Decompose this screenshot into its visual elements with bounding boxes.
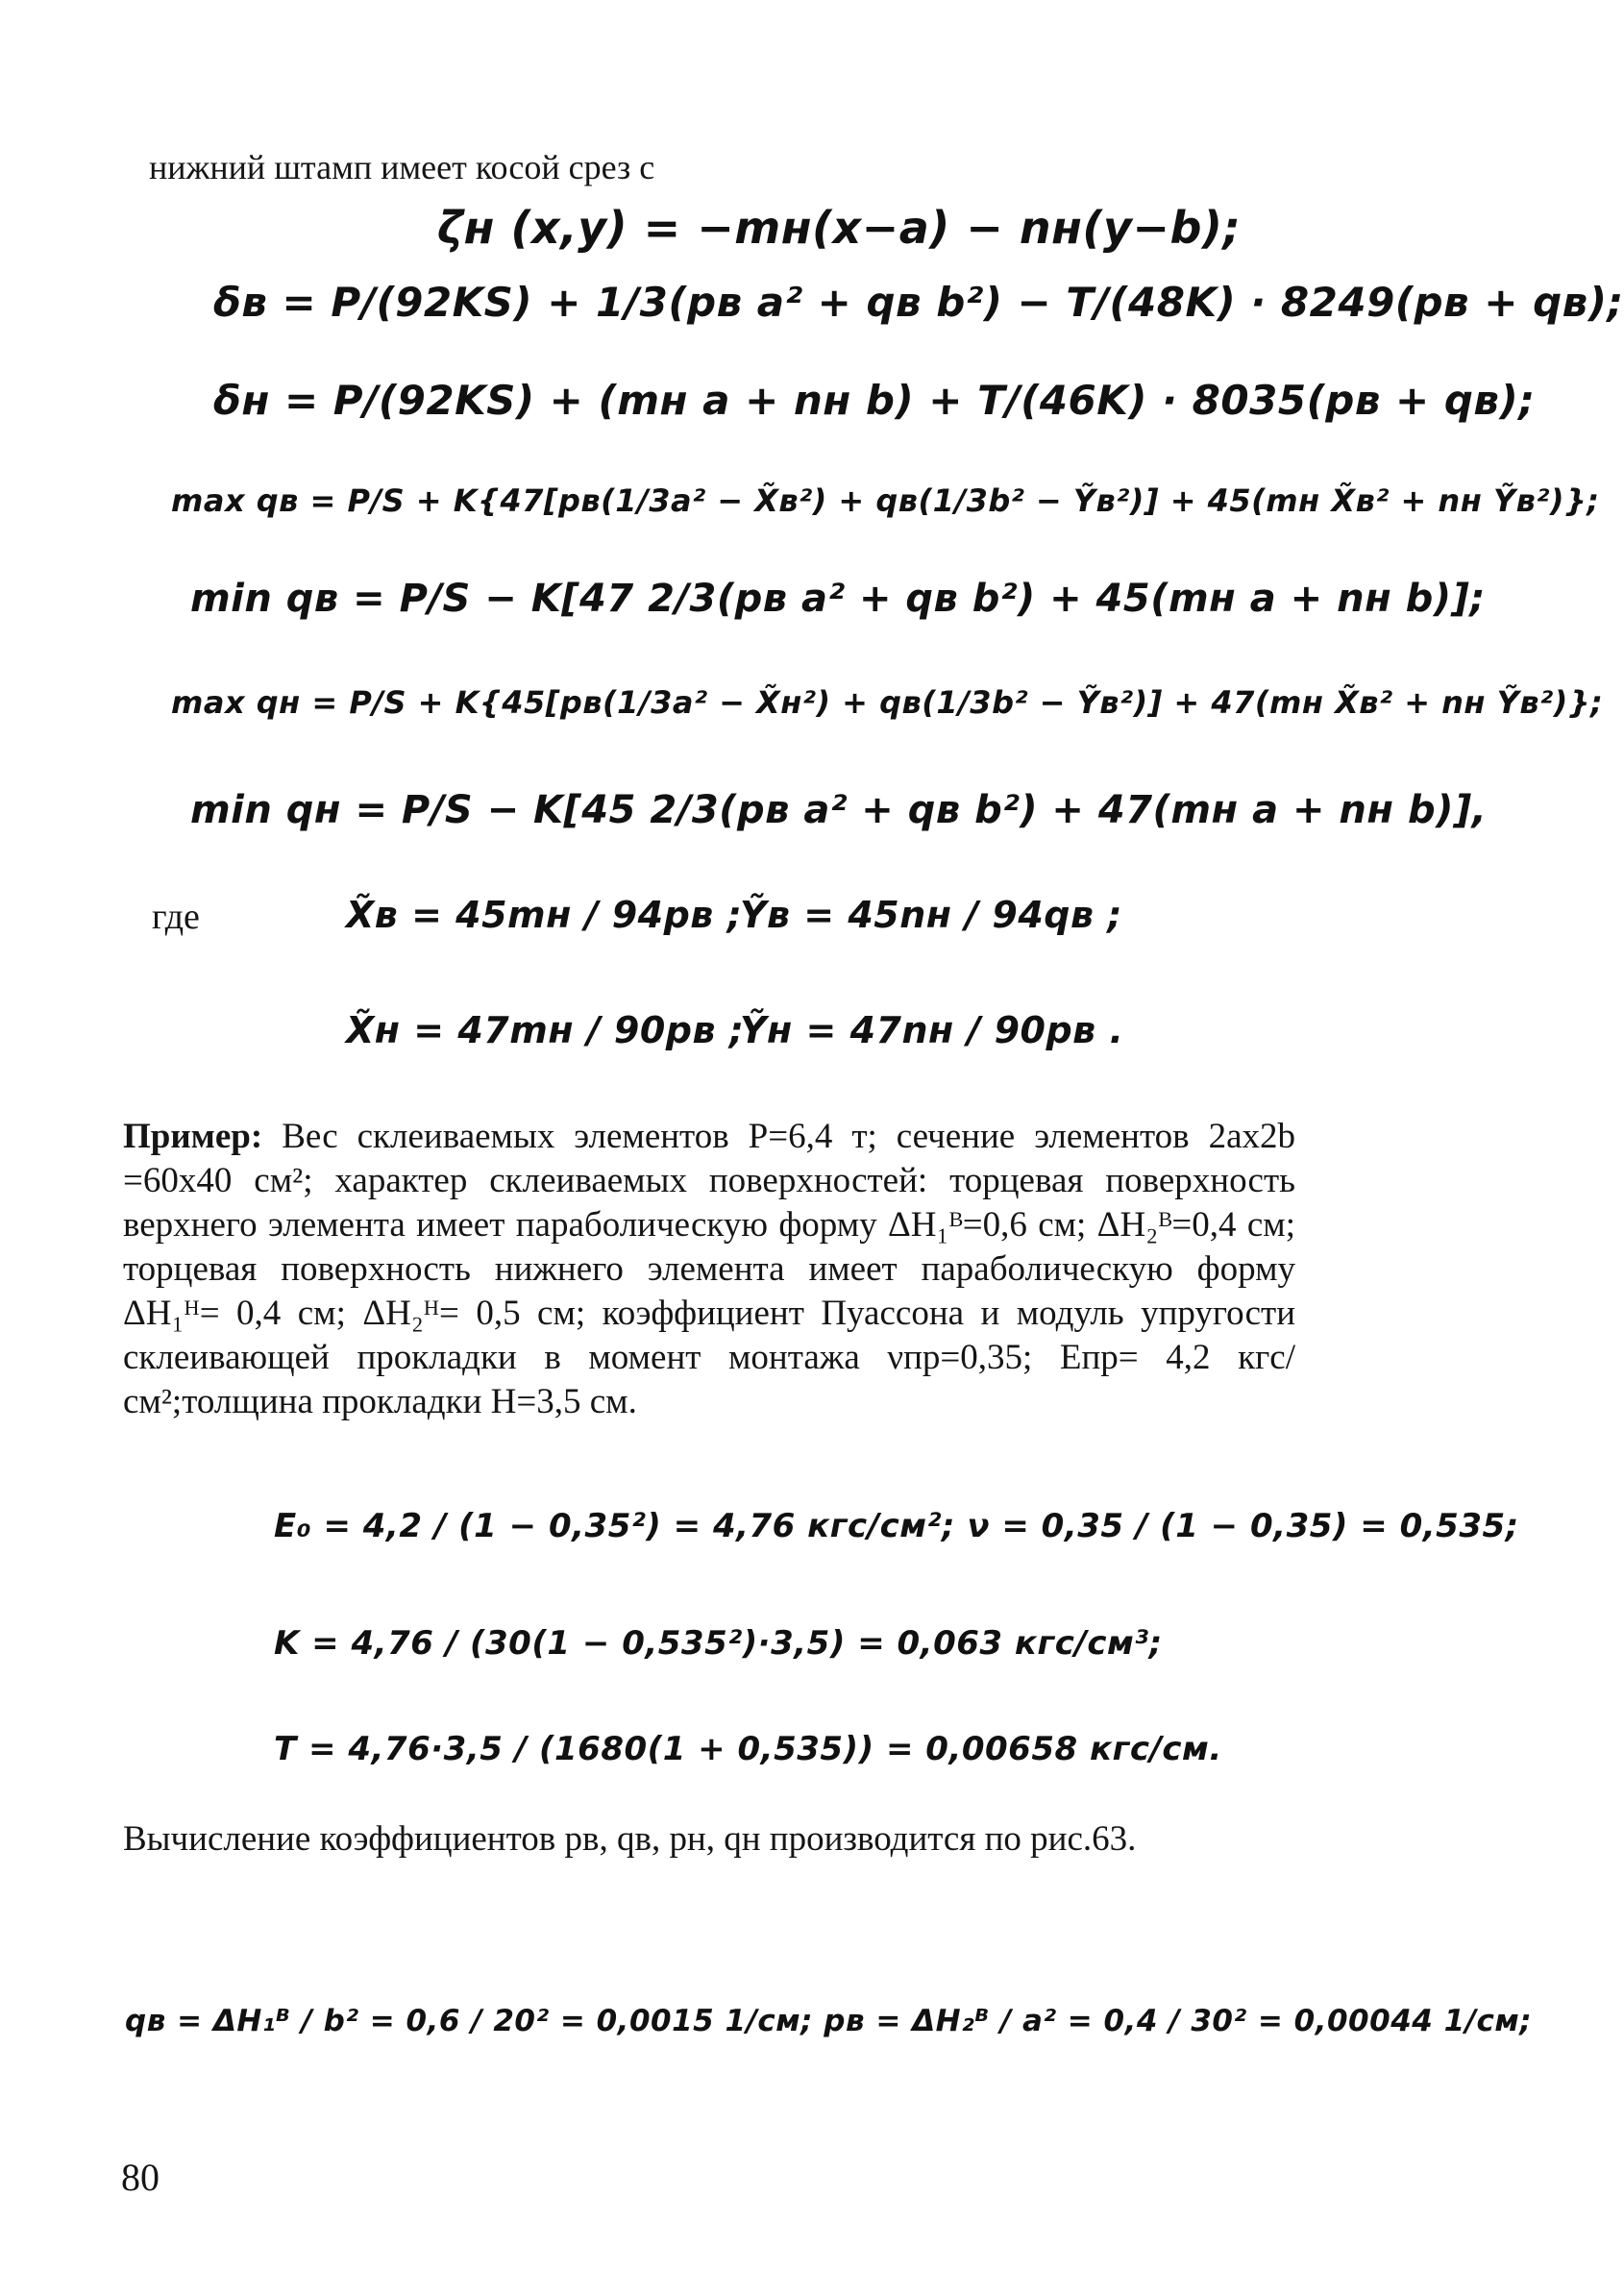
- calc-t: T = 4,76·3,5 / (1680(1 + 0,535)) = 0,00658 кгс/см.: [274, 1730, 1222, 1768]
- final-formula: qв = ΔH₁ᴮ / b² = 0,6 / 20² = 0,0015 1/см; pв = ΔH₂ᴮ / a² = 0,4 / 30² = 0,00044 1/см;: [125, 2004, 1533, 2038]
- formula-delta-v: δв = P/(92KS) + 1/3(pв a² + qв b²) − T/(48K) · 8249(pв + qв);: [213, 279, 1624, 326]
- intro-text: нижний штамп имеет косой срез с: [149, 148, 655, 186]
- calc-k: K = 4,76 / (30(1 − 0,535²)·3,5) = 0,063 кгс/см³;: [274, 1624, 1163, 1663]
- def-x-n: X̃н = 47mн / 90pв ;: [346, 1009, 745, 1051]
- def-x-v: X̃в = 45mн / 94pв ;: [346, 894, 743, 936]
- example-paragraph: [123, 1115, 1295, 1424]
- page-number: 80: [121, 2156, 160, 2199]
- where-label: где: [152, 897, 200, 937]
- def-y-n: Ỹн = 47nн / 90pв .: [740, 1009, 1124, 1051]
- def-y-v: Ỹв = 45nн / 94qв ;: [740, 894, 1122, 936]
- formula-min-qv: min qв = P/S − K[47 2/3(pв a² + qв b²) + 45(mн a + nн b)];: [190, 577, 1486, 621]
- example-text: Вес склеиваемых элементов P=6,4 т; сечение элементов 2aх2b =60х40 см²; характер склеиваемых поверхностей: торцевая поверхность верхнего элемента имеет параболическую форму ΔH₁ᴮ=0,6 см; ΔH₂ᴮ=0,4 см; торцевая поверхность нижнего элемента имеет параболическую форму ΔH₁ᴴ= 0,4 см; ΔH₂ᴴ= 0,5 см; коэффициент Пуассона и модуль упругости склеивающей прокладки в момент монтажа νпр=0,35; Eпр= 4,2 кгс/см²;толщина прокладки H=3,5 см.: [123, 1117, 1296, 1421]
- example-lead: Пример:: [123, 1117, 263, 1156]
- formula-zeta: ζн (x,y) = −mн(x−a) − nн(y−b);: [437, 202, 1242, 254]
- formula-delta-n: δн = P/(92KS) + (mн a + nн b) + T/(46K) · 8035(pв + qв);: [213, 377, 1536, 424]
- formula-max-qv: max qв = P/S + K{47[pв(1/3a² − X̃в²) + qв(1/3b² − Ỹв²)] + 45(mн X̃в² + nн Ỹв²)};: [171, 482, 1600, 519]
- calc-e0-nu: E₀ = 4,2 / (1 − 0,35²) = 4,76 кгс/см²; ν = 0,35 / (1 − 0,35) = 0,535;: [274, 1507, 1519, 1545]
- formula-max-qn: max qн = P/S + K{45[pв(1/3a² − X̃н²) + qв(1/3b² − Ỹв²)] + 47(mн X̃в² + nн Ỹв²)};: [171, 684, 1604, 721]
- coefficients-paragraph: Вычисление коэффициентов pв, qв, pн, qн производится по рис.63.: [123, 1819, 1137, 1859]
- formula-min-qn: min qн = P/S − K[45 2/3(pв a² + qв b²) + 47(mн a + nн b)],: [190, 788, 1488, 832]
